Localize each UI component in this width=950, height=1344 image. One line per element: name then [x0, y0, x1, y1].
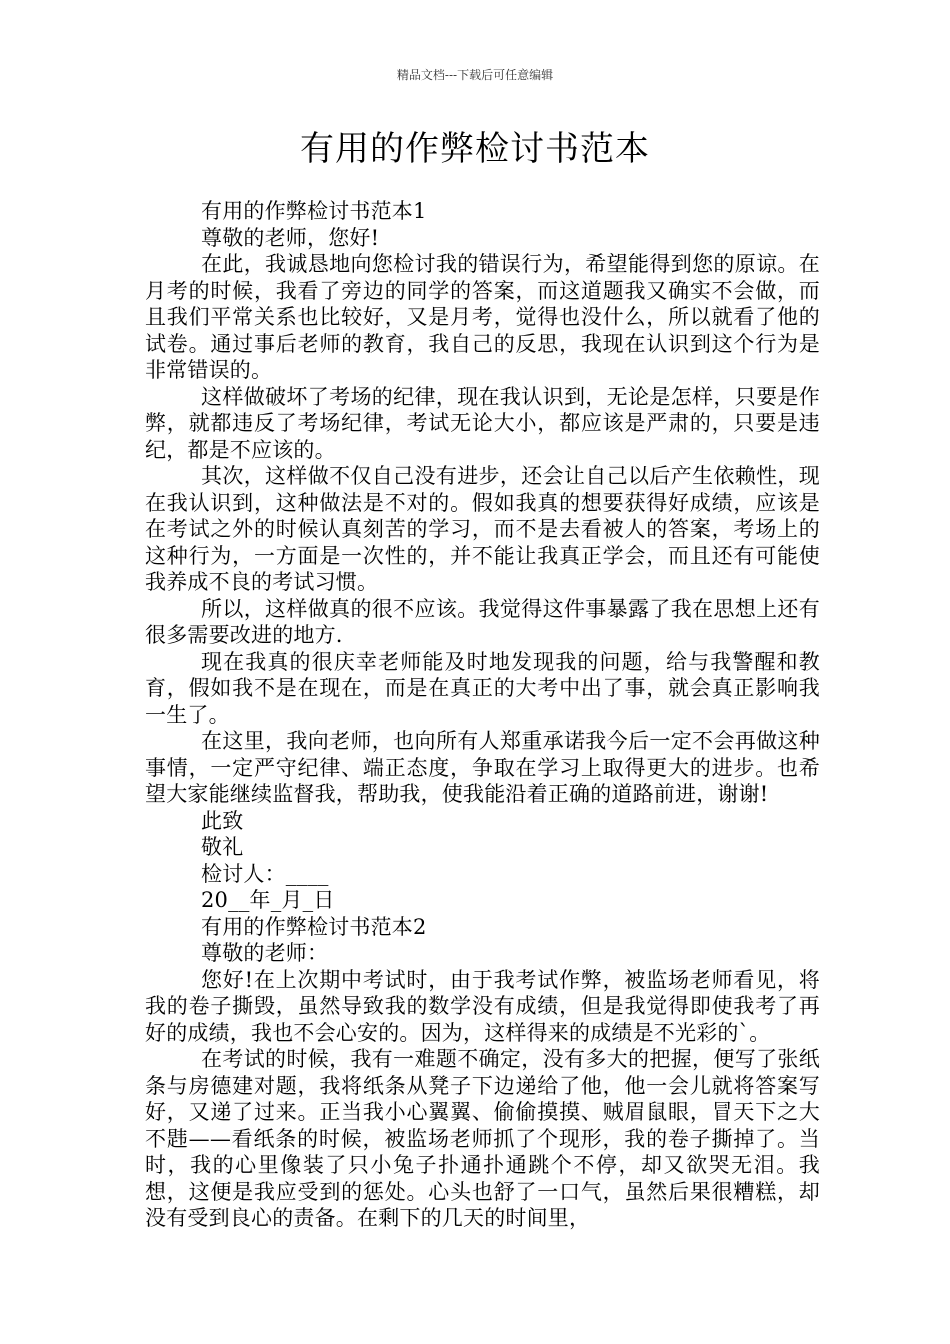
body-paragraph: 您好!在上次期中考试时，由于我考试作弊，被监场老师看见，将我的卷子撕毁，虽然导致我的数学没有成绩，但是我觉得即使我考了再好的成绩，我也不会心安的。因为，这样得来的成绩是不光彩的`。 — [145, 967, 820, 1045]
body-paragraph: 在这里，我向老师，也向所有人郑重承诺我今后一定不会再做这种事情，一定严守纪律、端正态度，争取在学习上取得更大的进步。也希望大家能继续监督我，帮助我，使我能沿着正确的道路前进，谢谢! — [145, 729, 820, 806]
closing-line: 敬礼 — [201, 835, 244, 859]
salutation: 尊敬的老师，您好! — [201, 225, 380, 250]
date-line: 20__年_月_日 — [201, 888, 335, 912]
signature-line: 检讨人：____ — [201, 861, 329, 886]
body-paragraph: 其次，这样做不仅自己没有进步，还会让自己以后产生依赖性，现在我认识到，这种做法是不对的。假如我真的想要获得好成绩，应该是在考试之外的时候认真刻苦的学习，而不是去看被人的答案，考场上的这种行为，一方面是一次性的，并不能让我真正学会，而且还有可能使我养成不良的考试习惯。 — [145, 464, 820, 594]
body-paragraph: 在考试的时候，我有一难题不确定，没有多大的把握，便写了张纸条与房德建对题，我将纸条从凳子下边递给了他，他一会儿就将答案写好，又递了过来。正当我小心翼翼、偷偷摸摸、贼眉鼠眼，冒天下之大不韪——看纸条的时候，被监场老师抓了个现形，我的卷子撕掉了。当时，我的心里像装了只小兔子扑通扑通跳个不停，却又欲哭无泪。我想，这便是我应受到的惩处。心头也舒了一口气，虽然后果很糟糕，却没有受到良心的责备。在剩下的几天的时间里， — [145, 1047, 820, 1230]
body-paragraph: 现在我真的很庆幸老师能及时地发现我的问题，给与我警醒和教育，假如我不是在现在，而是在真正的大考中出了事，就会真正影响我一生了。 — [145, 649, 820, 727]
body-paragraph: 在此，我诚恳地向您检讨我的错误行为，希望能得到您的原谅。在月考的时候，我看了旁边的同学的答案，而这道题我又确实不会做，而且我们平常关系也比较好，又是月考，觉得也没什么，所以就看了他的试卷。通过事后老师的教育，我自己的反思，我现在认识到这个行为是非常错误的。 — [145, 252, 820, 382]
body-paragraph: 这样做破坏了考场的纪律，现在我认识到，无论是怎样，只要是作弊，就都违反了考场纪律，考试无论大小，都应该是严肃的，只要是违纪，都是不应该的。 — [145, 384, 820, 462]
document-title: 有用的作弊检讨书范本 — [300, 129, 650, 169]
section-heading-1: 有用的作弊检讨书范本1 — [201, 199, 427, 223]
closing-line: 此致 — [201, 808, 244, 833]
section-heading-2: 有用的作弊检讨书范本2 — [201, 914, 427, 939]
salutation: 尊敬的老师： — [201, 941, 329, 965]
document-body — [145, 198, 820, 1232]
body-paragraph: 所以，这样做真的很不应该。我觉得这件事暴露了我在思想上还有很多需要改进的地方. — [145, 596, 820, 647]
page-header: 精品文档---下载后可任意编辑 — [396, 68, 554, 82]
